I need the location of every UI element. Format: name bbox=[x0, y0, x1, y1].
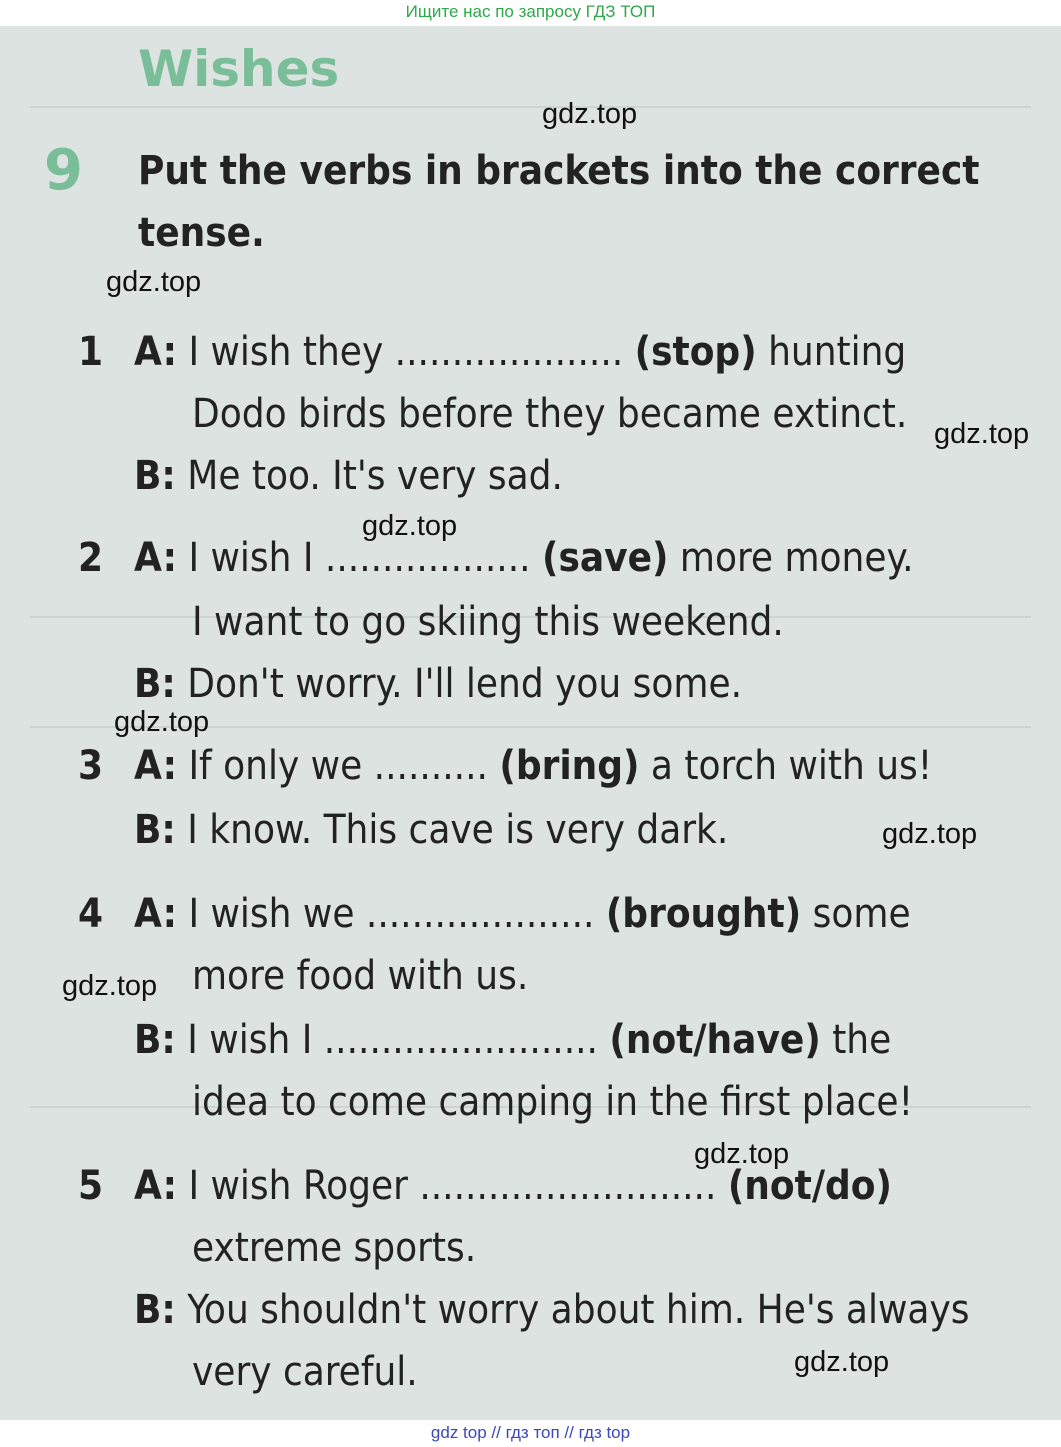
verb-hint: (save) bbox=[542, 535, 669, 581]
watermark: gdz.top bbox=[542, 98, 638, 130]
dialogue-line bbox=[134, 328, 906, 376]
dialogue-line bbox=[134, 806, 728, 854]
speaker-label: B: bbox=[134, 453, 176, 499]
line-text: I know. This cave is very dark. bbox=[187, 807, 729, 853]
line-text: more money. bbox=[668, 535, 914, 581]
item-number: 3 bbox=[78, 743, 104, 789]
line-text: I wish they bbox=[188, 329, 395, 375]
dialogue-line: I want to go skiing this weekend. bbox=[192, 599, 784, 645]
line-text: some bbox=[801, 891, 911, 937]
textbook-page bbox=[0, 26, 1061, 1420]
answer-blank[interactable]: .................... bbox=[365, 891, 595, 937]
dialogue-line: very careful. bbox=[192, 1349, 418, 1395]
speaker-label: A: bbox=[134, 743, 177, 789]
watermark: gdz.top bbox=[114, 706, 210, 738]
answer-blank[interactable]: .................... bbox=[394, 329, 624, 375]
watermark: gdz.top bbox=[794, 1346, 890, 1378]
dialogue-line bbox=[134, 742, 932, 790]
show-through-line bbox=[30, 106, 1031, 108]
line-text: the bbox=[820, 1017, 892, 1063]
item-number: 5 bbox=[78, 1163, 104, 1209]
line-text: I wish I bbox=[187, 1017, 324, 1063]
verb-hint: (not/have) bbox=[609, 1017, 821, 1063]
answer-blank[interactable]: ........................ bbox=[323, 1017, 598, 1063]
speaker-label: A: bbox=[134, 535, 177, 581]
exercise-number: 9 bbox=[44, 138, 83, 203]
line-text: I wish Roger bbox=[188, 1163, 420, 1209]
line-text: Me too. It's very sad. bbox=[187, 453, 563, 499]
answer-blank[interactable]: .................. bbox=[324, 535, 531, 581]
dialogue-line bbox=[134, 890, 911, 938]
line-text: Don't worry. I'll lend you some. bbox=[187, 661, 743, 707]
top-banner: Ищите нас по запросу ГДЗ ТОП bbox=[0, 0, 1061, 26]
watermark: gdz.top bbox=[694, 1138, 790, 1170]
line-text: hunting bbox=[756, 329, 907, 375]
answer-blank[interactable]: .......... bbox=[373, 743, 488, 789]
watermark: gdz.top bbox=[106, 266, 202, 298]
speaker-label: B: bbox=[134, 1017, 176, 1063]
item-number: 1 bbox=[78, 329, 104, 375]
dialogue-line: idea to come camping in the first place! bbox=[192, 1079, 913, 1125]
dialogue-line: Dodo birds before they became extinct. bbox=[192, 391, 908, 437]
dialogue-line bbox=[134, 1286, 970, 1334]
speaker-label: A: bbox=[134, 891, 177, 937]
line-text: You shouldn't worry about him. He's always bbox=[187, 1287, 970, 1333]
speaker-label: B: bbox=[134, 1287, 176, 1333]
watermark: gdz.top bbox=[362, 510, 458, 542]
dialogue-line bbox=[134, 534, 914, 582]
line-text: a torch with us! bbox=[639, 743, 933, 789]
verb-hint: (brought) bbox=[605, 891, 802, 937]
line-text: I wish I bbox=[188, 535, 325, 581]
dialogue-line: extreme sports. bbox=[192, 1225, 477, 1271]
verb-hint: (bring) bbox=[499, 743, 640, 789]
item-number: 4 bbox=[78, 891, 104, 937]
speaker-label: A: bbox=[134, 1163, 177, 1209]
watermark: gdz.top bbox=[882, 818, 978, 850]
exercise-instruction: Put the verbs in brackets into the correct tense. bbox=[138, 148, 980, 256]
watermark: gdz.top bbox=[62, 970, 158, 1002]
speaker-label: A: bbox=[134, 329, 177, 375]
answer-blank[interactable]: .......................... bbox=[419, 1163, 717, 1209]
verb-hint: (not/do) bbox=[727, 1163, 892, 1209]
line-text: If only we bbox=[188, 743, 374, 789]
dialogue-line bbox=[134, 660, 742, 708]
dialogue-line: more food with us. bbox=[192, 953, 529, 999]
line-text: I wish we bbox=[188, 891, 366, 937]
speaker-label: B: bbox=[134, 661, 176, 707]
dialogue-line bbox=[134, 452, 563, 500]
section-title: Wishes bbox=[138, 40, 340, 98]
verb-hint: (stop) bbox=[634, 329, 757, 375]
item-number: 2 bbox=[78, 535, 104, 581]
dialogue-line bbox=[134, 1016, 891, 1064]
watermark: gdz.top bbox=[934, 418, 1030, 450]
speaker-label: B: bbox=[134, 807, 176, 853]
bottom-banner: gdz top // гдз топ // гдз top bbox=[0, 1420, 1061, 1447]
